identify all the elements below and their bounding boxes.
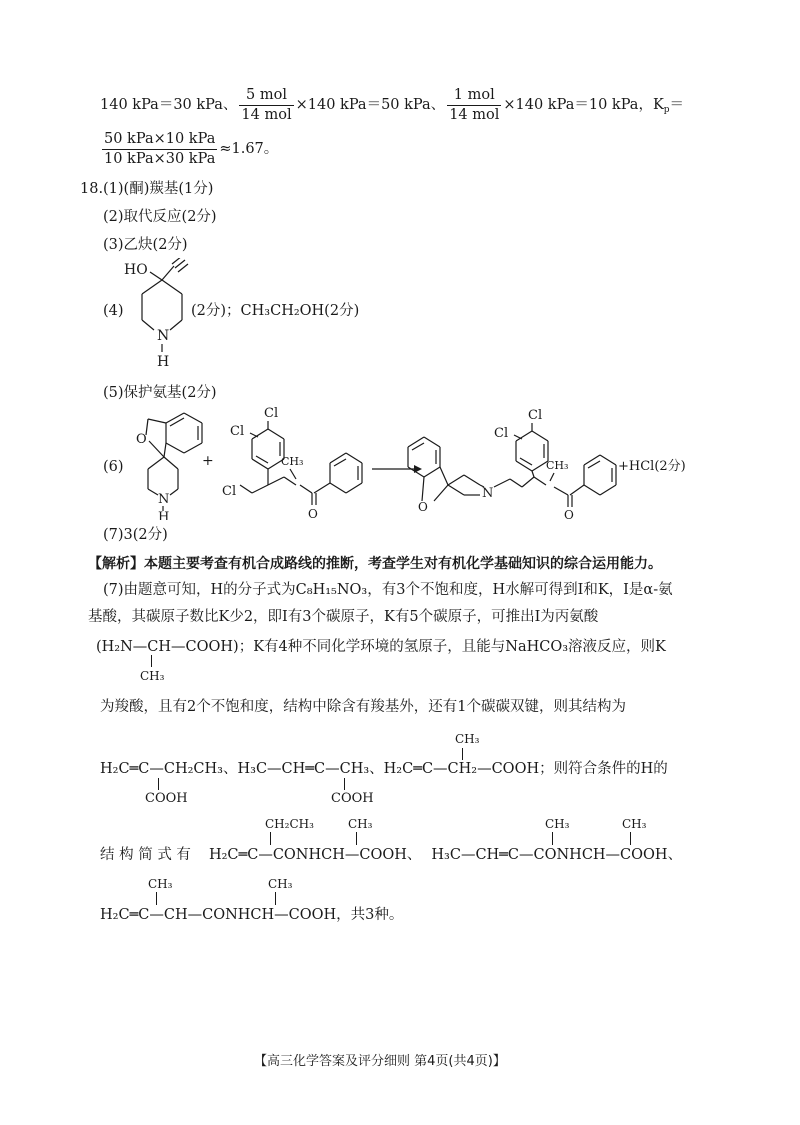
h2-branch-b <box>630 832 631 845</box>
analysis-p2: 基酸，其碳原子数比K少2，即I有3个碳原子，K有5个碳原子，可推出I为丙氨酸 <box>88 609 599 625</box>
ring-bond <box>170 320 182 330</box>
h-label: H <box>157 354 170 368</box>
h1-branch-a <box>270 832 271 845</box>
k3-structure: 、H₂C═C—CH₂—COOH；则符合条件的H的 <box>369 761 668 777</box>
svg-text:Cl: Cl <box>494 426 509 441</box>
svg-text:O: O <box>308 507 318 520</box>
h3-structure: H₂C═C—CH—CONHCH—COOH，共3种。 <box>100 907 404 923</box>
analysis-heading: 【解析】本题主要考查有机合成路线的推断，考查学生对有机化学基础知识的综合运用能力。 <box>88 556 662 572</box>
kp-subscript: p <box>663 105 670 115</box>
product <box>408 408 616 520</box>
answer-4-label: (4) <box>103 303 124 319</box>
h1-structure: H₂C═C—CONHCH—COOH、 <box>208 847 422 863</box>
page-footer: 【高三化学答案及评分细则 第4页(共4页)】 <box>254 1054 506 1069</box>
answer-6-tail: +HCl(2分) <box>618 459 686 474</box>
chloro-amide-reactant <box>222 406 362 520</box>
h3-branch-a <box>156 892 157 905</box>
ring-bond <box>142 280 162 294</box>
h-structures-line-1 <box>100 848 682 863</box>
h3-branch-b <box>275 892 276 905</box>
svg-text:Cl: Cl <box>528 408 543 423</box>
ho-label: HO <box>124 262 148 278</box>
triple-bond-c <box>178 264 188 272</box>
k3-branch-line <box>462 748 463 760</box>
svg-text:O: O <box>418 500 428 514</box>
kp-calc-line <box>100 88 684 122</box>
svg-text:O: O <box>564 508 574 520</box>
spiro-reactant <box>136 413 202 520</box>
n-label: N <box>157 328 170 344</box>
h1-top-ethyl: CH₂CH₃ <box>265 817 314 831</box>
svg-text:H: H <box>158 510 170 520</box>
kp-part4: ＝ <box>669 97 685 113</box>
svg-text:O: O <box>136 432 147 447</box>
ring-bond <box>142 320 154 330</box>
ring-bond <box>162 280 182 294</box>
q18-number: 18. <box>80 181 104 197</box>
h2-top-methyl-b: CH₃ <box>622 817 647 831</box>
bond <box>150 272 162 280</box>
k1-cooh: COOH <box>145 791 188 806</box>
h1-top-methyl: CH₃ <box>348 817 373 831</box>
h2-branch-a <box>552 832 553 845</box>
h3-top-methyl-b: CH₃ <box>268 877 293 891</box>
svg-text:Cl: Cl <box>230 424 245 439</box>
k1-structure: H₂C═C—CH₂CH₃ <box>100 761 223 777</box>
alanine-ch3: CH₃ <box>140 669 165 683</box>
answer-4-score: (2分)；CH₃CH₂OH(2分) <box>191 303 360 319</box>
alanine-branch-line <box>151 655 152 667</box>
svg-text:N: N <box>482 486 494 501</box>
answer-1: (1)(酮)羰基(1分) <box>103 181 214 197</box>
k2-structure: 、H₃C—CH═C—CH₃ <box>222 761 370 777</box>
triple-bond-b <box>175 260 185 268</box>
k2-cooh: COOH <box>331 791 374 806</box>
svg-text:Cl: Cl <box>222 484 237 499</box>
answer-6-label: (6) <box>103 459 124 475</box>
answer-5: (5)保护氨基(2分) <box>103 385 217 401</box>
plus-sign: + <box>202 453 214 469</box>
analysis-p3: (H₂N—CH—COOH)；K有4种不同化学环境的氢原子，且能与NaHCO₃溶液反应，则K <box>96 639 666 655</box>
answer-7: (7)3(2分) <box>103 527 168 543</box>
kp-result-line <box>100 132 278 166</box>
svg-text:CH₃: CH₃ <box>281 455 304 468</box>
h-label: 结 构 简 式 有 <box>100 847 191 863</box>
h3-top-methyl-a: CH₃ <box>148 877 173 891</box>
kp-result: ≈1.67。 <box>219 141 279 157</box>
svg-text:Cl: Cl <box>264 406 279 421</box>
answer-2: (2)取代反应(2分) <box>103 209 217 225</box>
k-structures-line <box>100 762 668 777</box>
h1-branch-b <box>356 832 357 845</box>
answer-6-reaction <box>118 405 638 520</box>
kp-part2: ×140 kPa＝50 kPa、 <box>295 97 446 113</box>
svg-text:CH₃: CH₃ <box>546 459 569 472</box>
kp-part3: ×140 kPa＝10 kPa，K <box>503 97 664 113</box>
fraction-3: $\frac{\text{50 kPa×10 kPa}}{\text{10 kPa×30 kPa}}$ <box>104 131 216 167</box>
fraction-2: $\frac{\text{1 mol}}{\text{14 mol}}$ <box>449 87 500 123</box>
kp-part1: 140 kPa＝30 kPa、 <box>100 97 238 113</box>
h2-structure: H₃C—CH═C—CONHCH—COOH、 <box>431 847 683 863</box>
answer-3: (3)乙炔(2分) <box>103 237 188 253</box>
analysis-p1: (7)由题意可知，H的分子式为C₈H₁₅NO₃，有3个不饱和度，H水解可得到I和K，I是α-氨 <box>103 582 673 598</box>
bond <box>162 266 174 280</box>
k1-branch-line <box>158 778 159 790</box>
k2-branch-line <box>344 778 345 790</box>
k3-methyl-top: CH₃ <box>455 732 480 746</box>
h2-top-methyl-a: CH₃ <box>545 817 570 831</box>
fraction-1: $\frac{\text{5 mol}}{\text{14 mol}}$ <box>241 87 292 123</box>
analysis-p4: 为羧酸，且有2个不饱和度，结构中除含有羧基外，还有1个碳碳双键，则其结构为 <box>100 699 626 715</box>
svg-text:N: N <box>158 492 170 507</box>
